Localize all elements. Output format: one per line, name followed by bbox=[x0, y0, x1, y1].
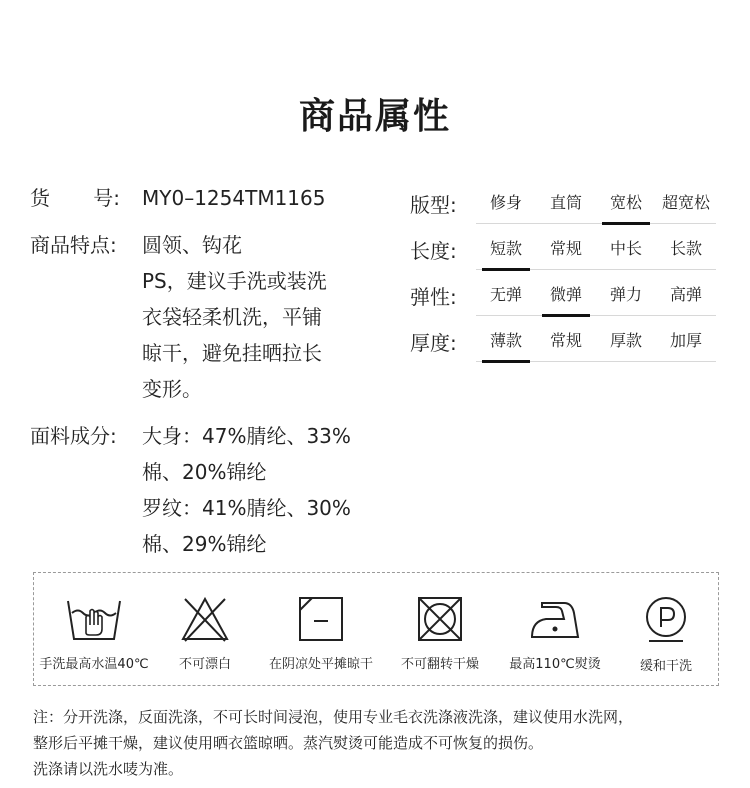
property-row-length bbox=[410, 226, 720, 272]
property-option: 直筒 bbox=[549, 193, 582, 212]
property-option-selected: 微弹 bbox=[536, 278, 596, 315]
property-option: 长款 bbox=[669, 239, 702, 258]
property-option-selected: 薄款 bbox=[476, 324, 536, 361]
fabric-row bbox=[30, 418, 390, 562]
sku-label-suffix: 号: bbox=[93, 186, 120, 210]
property-option: 常规 bbox=[549, 331, 582, 350]
sku-label: 货 bbox=[30, 186, 50, 210]
page-title: 商品属性 bbox=[298, 96, 451, 137]
note-line: 注：分开洗涤，反面洗涤，不可长时间浸泡，使用专业毛衣洗涤液洗涤，建议使用水洗网， bbox=[33, 708, 634, 726]
care-item bbox=[496, 573, 614, 672]
care-label: 缓和干洗 bbox=[639, 659, 692, 674]
features-label: 商品特点: bbox=[30, 233, 117, 257]
features-line: PS，建议手洗或装洗 bbox=[142, 269, 327, 293]
sku-row bbox=[30, 180, 390, 216]
property-option-selected: 宽松 bbox=[596, 186, 656, 223]
iron-icon bbox=[528, 595, 582, 643]
sku-value: MY0–1254TM1165 bbox=[142, 186, 326, 210]
property-label: 厚度: bbox=[410, 330, 457, 355]
care-label: 手洗最高水温40℃ bbox=[39, 657, 149, 672]
care-label: 最高110℃熨烫 bbox=[509, 657, 601, 672]
features-line: 变形。 bbox=[142, 377, 202, 401]
note-line: 洗涤请以洗水唛为准。 bbox=[33, 760, 184, 778]
property-row-thickness bbox=[410, 318, 720, 364]
property-option-selected: 短款 bbox=[476, 232, 536, 269]
dry-flat-shade-icon bbox=[297, 595, 345, 643]
hand-wash-icon bbox=[66, 595, 122, 643]
no-bleach-icon bbox=[179, 595, 231, 643]
care-item bbox=[36, 573, 152, 672]
property-label: 弹性: bbox=[410, 284, 457, 309]
care-note bbox=[33, 704, 733, 782]
fabric-line: 棉、29%锦纶 bbox=[142, 532, 267, 556]
property-option: 中长 bbox=[609, 239, 642, 258]
note-line: 整形后平摊干燥，建议使用晒衣篮晾晒。蒸汽熨烫可能造成不可恢复的损伤。 bbox=[33, 734, 544, 752]
features-value: 圆领、钩花 bbox=[142, 233, 242, 257]
fabric-line: 大身：47%腈纶、33% bbox=[142, 424, 351, 448]
property-option: 厚款 bbox=[609, 331, 642, 350]
gentle-dry-clean-icon bbox=[641, 595, 691, 645]
care-label: 不可漂白 bbox=[178, 657, 231, 672]
care-item bbox=[384, 573, 496, 672]
features-line: 衣袋轻柔机洗，平铺 bbox=[142, 305, 322, 329]
property-label: 版型: bbox=[410, 192, 457, 217]
property-option: 加厚 bbox=[669, 331, 702, 350]
property-label: 长度: bbox=[410, 238, 457, 263]
care-instructions bbox=[33, 572, 719, 686]
property-table bbox=[410, 180, 720, 364]
property-option: 修身 bbox=[489, 193, 522, 212]
property-row-fit bbox=[410, 180, 720, 226]
property-option: 无弹 bbox=[489, 285, 522, 304]
property-option: 常规 bbox=[549, 239, 582, 258]
care-label: 在阴凉处平摊晾干 bbox=[268, 657, 373, 672]
property-row-elasticity bbox=[410, 272, 720, 318]
property-option: 弹力 bbox=[609, 285, 642, 304]
fabric-label: 面料成分: bbox=[30, 424, 117, 448]
care-label: 不可翻转干燥 bbox=[400, 657, 479, 672]
features-row bbox=[30, 227, 390, 407]
features-line: 晾干，避免挂晒拉长 bbox=[142, 341, 322, 365]
fabric-line: 棉、20%锦纶 bbox=[142, 460, 267, 484]
care-item bbox=[258, 573, 384, 672]
property-option: 超宽松 bbox=[661, 193, 710, 212]
no-tumble-dry-icon bbox=[416, 595, 464, 643]
fabric-line: 罗纹：41%腈纶、30% bbox=[142, 496, 351, 520]
care-item bbox=[152, 573, 258, 672]
property-option: 高弹 bbox=[669, 285, 702, 304]
care-item bbox=[614, 573, 718, 674]
spec-list bbox=[30, 180, 390, 562]
